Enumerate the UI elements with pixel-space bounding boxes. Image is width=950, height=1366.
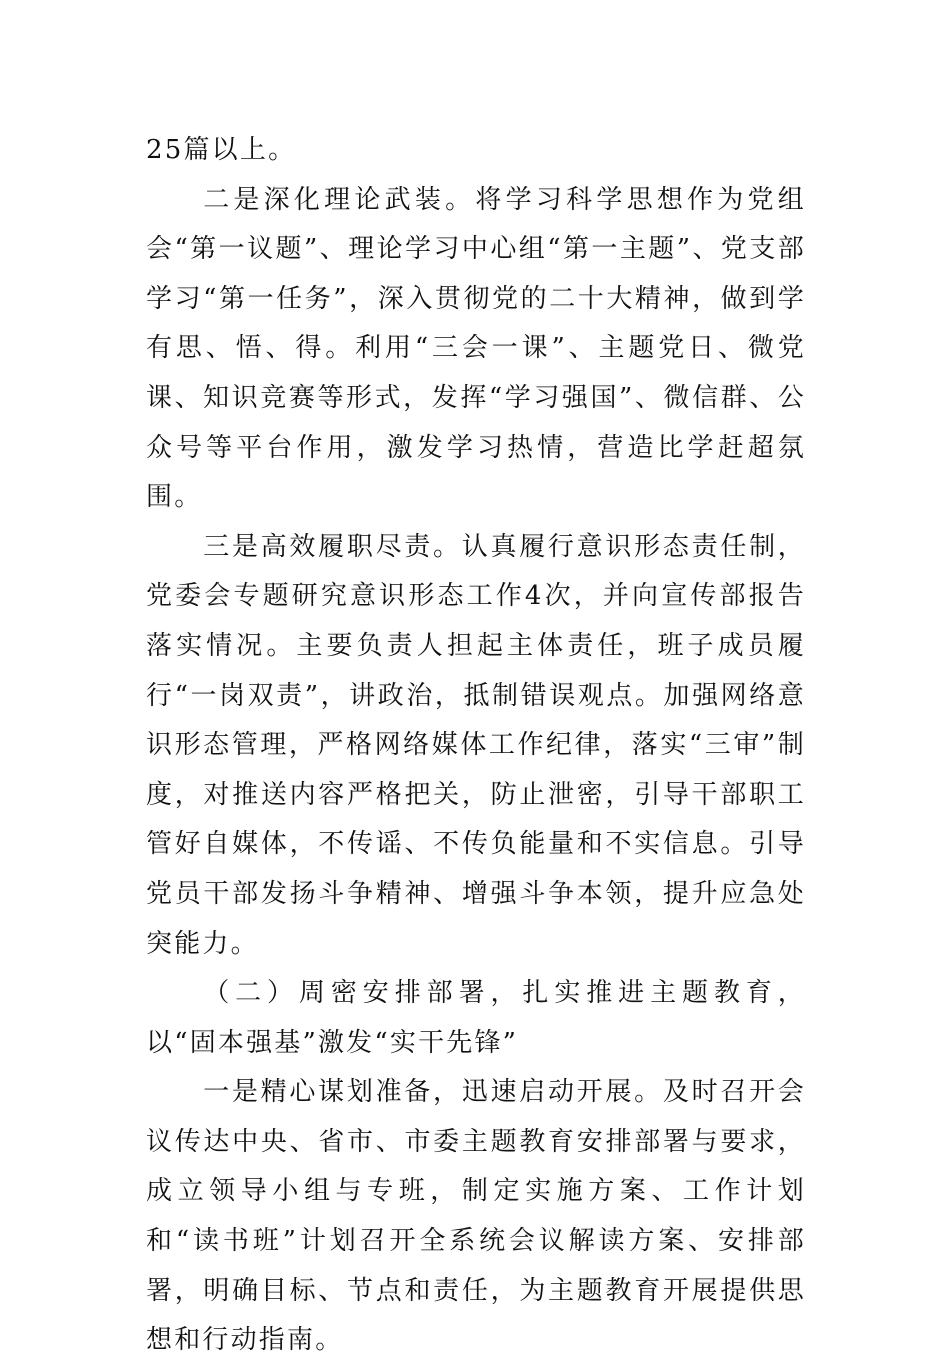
section-heading: （二）周密安排部署，扎实推进主题教育，以“固本强基”激发“实干先锋” [146, 978, 806, 1058]
paragraph-planning: 一是精心谋划准备，迅速启动开展。及时召开会议传达中央、省市、市委主题教育安排部署与要求，成立领导小组与专班，制定实施方案、工作计划和“读书班”计划召开全系统会议解读方案、安排部署，明确目标、节点和责任，为主题教育开展提供思想和行动指南。 [146, 1077, 806, 1356]
paragraph-duty-performance: 三是高效履职尽责。认真履行意识形态责任制，党委会专题研究意识形态工作4次，并向宣传部报告落实情况。主要负责人担起主体责任，班子成员履行“一岗双责”，讲政治，抵制错误观点。加强网络意识形态管理，严格网络媒体工作纪律，落实“三审”制度，对推送内容严格把关，防止泄密，引导干部职工管好自媒体，不传谣、不传负能量和不实信息。引导党员干部发扬斗争精神、增强斗争本领，提升应急处突能力。 [146, 531, 806, 959]
paragraph-continuation: 25篇以上。 [146, 135, 297, 165]
paragraph-theory-study: 二是深化理论武装。将学习科学思想作为党组会“第一议题”、理论学习中心组“第一主题”、党支部学习“第一任务”，深入贯彻党的二十大精神，做到学有思、悟、得。利用“三会一课”、主题党日、微党课、知识竞赛等形式，发挥“学习强国”、微信群、公众号等平台作用，激发学习热情，营造比学赶超氛围。 [146, 184, 806, 513]
document-body [146, 126, 806, 1366]
